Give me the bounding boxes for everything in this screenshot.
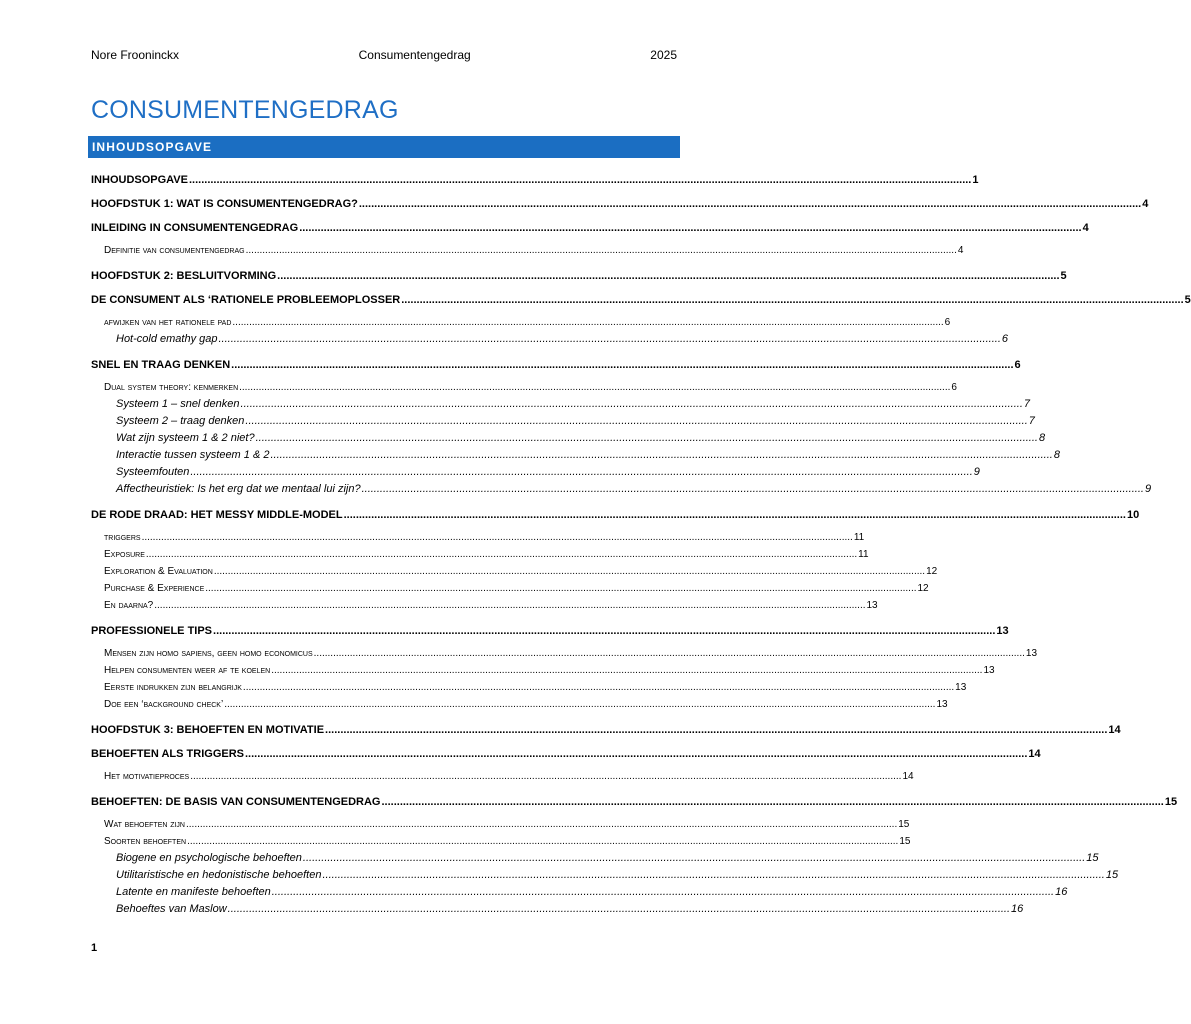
toc-entry-label: Het motivatieproces — [104, 771, 190, 782]
toc-entry-page: 1 — [972, 174, 979, 186]
toc-entry-label: Eerste indrukken zijn belangrijk — [104, 682, 242, 693]
toc-entry-label: DE CONSUMENT ALS ‘RATIONELE PROBLEEMOPLOSSER — [91, 294, 401, 306]
toc-leader-dots — [214, 564, 925, 579]
toc-entry[interactable] — [91, 378, 957, 395]
toc-leader-dots — [325, 720, 1107, 740]
toc-leader-dots — [277, 266, 1059, 286]
toc-entry-page: 13 — [983, 665, 995, 676]
toc-entry[interactable] — [91, 351, 1021, 375]
toc-entry[interactable] — [91, 678, 967, 695]
toc-entry-label: DE RODE DRAAD: HET MESSY MIDDLE-MODEL — [91, 509, 343, 521]
toc-entry-label: Systeem 2 – traag denken — [116, 415, 245, 427]
toc-entry-page: 5 — [1184, 294, 1191, 306]
toc-entry-label: afwijken van het rationele pad — [104, 317, 232, 328]
toc-entry-label: HOOFDSTUK 3: BEHOEFTEN EN MOTIVATIE — [91, 724, 325, 736]
toc-leader-dots — [189, 170, 971, 190]
toc-entry-label: INLEIDING IN CONSUMENTENGEDRAG — [91, 222, 299, 234]
toc-entry-page: 7 — [1028, 415, 1035, 427]
toc-leader-dots — [271, 663, 982, 678]
page-header — [91, 48, 677, 62]
toc-leader-dots — [187, 834, 898, 849]
toc-entry[interactable] — [91, 740, 1041, 764]
header-year: 2025 — [650, 48, 677, 62]
toc-leader-dots — [256, 431, 1038, 446]
toc-entry[interactable] — [91, 166, 979, 190]
toc-entry-label: Definitie van consumentengedrag — [104, 245, 245, 256]
toc-entry-label: Dual system theory: kenmerken — [104, 382, 239, 393]
toc-entry-page: 15 — [898, 819, 910, 830]
toc-leader-dots — [190, 465, 972, 480]
toc-entry-page: 7 — [1023, 398, 1031, 410]
toc-entry-label: Interactie tussen systeem 1 & 2 — [116, 449, 270, 461]
toc-entry[interactable] — [91, 262, 1067, 286]
toc-entry-page: 10 — [1126, 509, 1140, 521]
toc-entry-label: Exposure — [104, 549, 145, 560]
toc-entry[interactable] — [91, 815, 910, 832]
toc-entry-page: 5 — [1060, 270, 1067, 282]
toc-entry[interactable] — [91, 596, 878, 613]
toc-entry[interactable] — [91, 463, 980, 480]
toc-entry-page: 14 — [1108, 724, 1121, 736]
toc-leader-dots — [190, 769, 901, 784]
toc-entry[interactable] — [91, 617, 1009, 641]
toc-entry-label: Biogene en psychologische behoeften — [116, 852, 302, 864]
toc-entry[interactable] — [91, 501, 1140, 525]
toc-entry-page: 13 — [866, 600, 878, 611]
toc-entry-page: 8 — [1053, 449, 1060, 461]
toc-entry-label: Helpen consumenten weer af te koelen — [104, 665, 271, 676]
toc-entry[interactable] — [91, 883, 1068, 900]
toc-leader-dots — [231, 355, 1013, 375]
toc-leader-dots — [228, 902, 1010, 917]
toc-entry[interactable] — [91, 788, 1178, 812]
toc-leader-dots — [232, 315, 943, 330]
toc-leader-dots — [359, 194, 1141, 214]
toc-entry[interactable] — [91, 214, 1089, 238]
toc-entry[interactable] — [91, 429, 1046, 446]
toc-entry-page: 6 — [944, 317, 951, 328]
toc-entry-label: Systeem 1 – snel denken — [116, 398, 240, 410]
toc-entry-page: 6 — [951, 382, 957, 393]
toc-entry-label: triggers — [104, 532, 141, 543]
toc-leader-dots — [186, 817, 897, 832]
toc-entry-label: Hot-cold emathy gap — [116, 333, 218, 345]
toc-leader-dots — [401, 290, 1183, 310]
toc-entry-page: 14 — [1028, 748, 1041, 760]
toc-entry-page: 13 — [936, 699, 948, 710]
toc-entry[interactable] — [91, 313, 951, 330]
toc-leader-dots — [146, 547, 857, 562]
toc-entry[interactable] — [91, 241, 964, 258]
toc-leader-dots — [245, 414, 1027, 429]
header-author: Nore Frooninckx — [91, 48, 180, 62]
toc-leader-dots — [314, 646, 1025, 661]
toc-leader-dots — [303, 851, 1085, 866]
toc-entry-label: PROFESSIONELE TIPS — [91, 625, 213, 637]
toc-entry-label: Doe een ‘background check’ — [104, 699, 224, 710]
toc-entry-label: HOOFDSTUK 2: BESLUITVORMING — [91, 270, 277, 282]
toc-entry-label: Soorten behoeften — [104, 836, 187, 847]
table-of-contents — [91, 166, 1191, 917]
toc-entry[interactable] — [91, 661, 995, 678]
toc-entry[interactable] — [91, 832, 911, 849]
toc-entry[interactable] — [91, 866, 1119, 883]
toc-entry-page: 9 — [973, 466, 980, 478]
toc-entry-page: 16 — [1011, 903, 1024, 915]
toc-entry[interactable] — [91, 562, 938, 579]
toc-leader-dots — [272, 885, 1054, 900]
toc-entry[interactable] — [91, 528, 865, 545]
toc-entry[interactable] — [91, 644, 1038, 661]
toc-entry[interactable] — [91, 695, 948, 712]
toc-entry-label: Utilitaristische en hedonistische behoeften — [116, 869, 322, 881]
toc-entry-page: 6 — [1014, 359, 1021, 371]
header-subject: Consumentengedrag — [358, 48, 471, 62]
toc-entry-page: 13 — [1025, 648, 1038, 659]
toc-entry[interactable] — [91, 579, 929, 596]
toc-leader-dots — [245, 744, 1027, 764]
toc-leader-dots — [243, 680, 954, 695]
toc-entry-label: Latente en manifeste behoeften — [116, 886, 271, 898]
toc-entry-page: 15 — [1164, 796, 1178, 808]
toc-entry-page: 6 — [1001, 333, 1008, 345]
toc-entry-label: BEHOEFTEN ALS TRIGGERS — [91, 748, 244, 760]
toc-entry-page: 14 — [902, 771, 914, 782]
toc-leader-dots — [142, 530, 853, 545]
toc-entry-page: 16 — [1055, 886, 1068, 898]
toc-entry-page: 4 — [1082, 222, 1089, 234]
toc-entry-label: Wat behoeften zijn — [104, 819, 185, 830]
toc-leader-dots — [299, 218, 1081, 238]
toc-entry-page: 15 — [1086, 852, 1099, 864]
toc-entry[interactable] — [91, 286, 1191, 310]
toc-leader-dots — [224, 697, 935, 712]
toc-heading-banner: INHOUDSOPGAVE — [88, 136, 680, 158]
toc-entry-page: 9 — [1144, 483, 1152, 495]
toc-entry[interactable] — [91, 545, 869, 562]
toc-entry-page: 8 — [1038, 432, 1046, 444]
toc-entry[interactable] — [91, 395, 1031, 412]
toc-leader-dots — [322, 868, 1104, 883]
toc-entry-page: 11 — [853, 532, 865, 543]
toc-leader-dots — [241, 397, 1023, 412]
toc-entry-label: SNEL EN TRAAG DENKEN — [91, 359, 231, 371]
toc-entry[interactable] — [91, 849, 1099, 866]
toc-entry-page: 15 — [1105, 869, 1119, 881]
toc-leader-dots — [362, 482, 1144, 497]
toc-entry-label: Exploration & Evaluation — [104, 566, 213, 577]
toc-leader-dots — [270, 448, 1052, 463]
toc-leader-dots — [219, 332, 1001, 347]
toc-entry[interactable] — [91, 330, 1008, 347]
toc-entry[interactable] — [91, 716, 1121, 740]
toc-entry-label: Mensen zijn homo sapiens, geen homo economicus — [104, 648, 313, 659]
toc-entry[interactable] — [91, 767, 914, 784]
toc-leader-dots — [344, 505, 1126, 525]
toc-entry-page: 4 — [957, 245, 964, 256]
toc-entry-label: Systeemfouten — [116, 466, 190, 478]
toc-entry[interactable] — [91, 480, 1152, 497]
toc-entry-page: 12 — [917, 583, 929, 594]
toc-entry-label: BEHOEFTEN: DE BASIS VAN CONSUMENTENGEDRAG — [91, 796, 381, 808]
toc-leader-dots — [154, 598, 865, 613]
toc-entry[interactable] — [91, 900, 1024, 917]
toc-entry-label: En daarna? — [104, 600, 154, 611]
toc-entry[interactable] — [91, 190, 1149, 214]
toc-entry[interactable] — [91, 446, 1060, 463]
toc-entry-label: Affectheuristiek: Is het erg dat we mentaal lui zijn? — [116, 483, 361, 495]
toc-leader-dots — [246, 243, 957, 258]
toc-leader-dots — [205, 581, 916, 596]
toc-entry-page: 12 — [926, 566, 938, 577]
toc-entry-page: 13 — [996, 625, 1009, 637]
toc-entry-label: Wat zijn systeem 1 & 2 niet? — [116, 432, 255, 444]
toc-entry[interactable] — [91, 412, 1035, 429]
document-title: CONSUMENTENGEDRAG — [91, 96, 399, 124]
toc-entry-label: INHOUDSOPGAVE — [91, 174, 188, 186]
toc-entry-label: HOOFDSTUK 1: WAT IS CONSUMENTENGEDRAG? — [91, 198, 358, 210]
toc-entry-label: Purchase & Experience — [104, 583, 205, 594]
page-number: 1 — [91, 942, 98, 954]
toc-entry-label: Behoeftes van Maslow — [116, 903, 227, 915]
toc-leader-dots — [381, 792, 1163, 812]
toc-entry-page: 13 — [955, 682, 967, 693]
toc-entry-page: 11 — [858, 549, 869, 560]
toc-entry-page: 4 — [1142, 198, 1149, 210]
toc-leader-dots — [213, 621, 995, 641]
toc-leader-dots — [239, 380, 950, 395]
toc-entry-page: 15 — [899, 836, 911, 847]
